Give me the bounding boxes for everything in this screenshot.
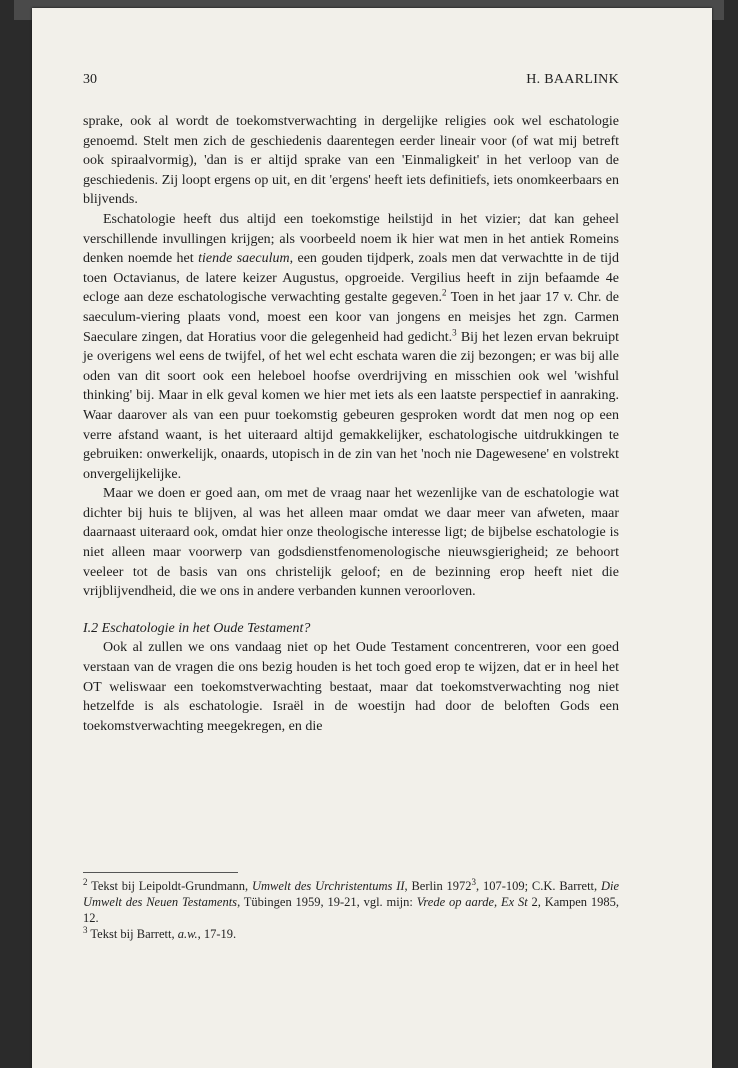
italic-text: Umwelt des Urchristentums II — [251, 879, 405, 893]
footnote-marker: 2 — [441, 287, 447, 298]
body-text — [83, 112, 619, 736]
footnotes — [83, 878, 619, 942]
paragraph — [83, 638, 619, 736]
text-run: Tekst bij Barrett, — [87, 927, 178, 941]
italic-text: a.w. — [177, 927, 198, 941]
text-run: Bij het lezen ervan bekruipt je overigens wel eens de twijfel, of het wel echt eschata waren die zij bezongen; er was bij alle oden van dit soort ook een heleboel hoofse overdrijving en misschien ook wel 'wishful thinking' bij. Maar in elk geval komen we hier met iets als een laatste perspectief in aanraking. Waar daarover als van een puur toekomstig gebeuren gesproken wordt dat men nog op een verre afstand waant, is het uiteraard altijd gemakkelijker, eschatologische uitdrukkingen te gebruiken: onwerkelijk, onaards, utopisch in de zin van het 'noch nie Dagewesene' en volstrekt onvergelijkelijke. — [83, 329, 619, 482]
text-run: , 17-19. — [197, 927, 237, 941]
text-run: , Tübingen 1959, 19-21, vgl. mijn: — [237, 895, 417, 909]
text-run: , Berlin 1972 — [404, 879, 472, 893]
text-run: Ook al zullen we ons vandaag niet op het Oude Testament concentreren, voor een goed verstaan van de vragen die ons bezig houden is het toch goed erop te wijzen, dat er in heel het OT weliswaar een toekomstverwachting bestaat, maar dat toekomstverwachting nog niet hetzelfde is als eschatologie. Israël in de woestijn had door de beloften Gods een toekomstverwachting meegekregen, en die — [83, 640, 619, 734]
footnote-marker: 3 — [452, 326, 457, 337]
text-run: Tekst bij Leipoldt-Grundmann, — [87, 879, 252, 893]
paragraph — [83, 484, 619, 602]
text-run: 2, Kampen 1985, 12. — [83, 895, 619, 925]
page-number: 30 — [83, 72, 97, 87]
running-head-author: H. BAARLINK — [526, 72, 619, 87]
text-run: Maar we doen er goed aan, om met de vraag naar het wezenlijke van de eschatologie wat dichter bij huis te blijven, al was het alleen maar omdat we daar meer van afweten, maar daarnaast uiteraard ook, omdat hier onze theologische interesse ligt; de bijbelse eschatologie is niet alleen maar voorwerp van godsdienstfenomenologische nieuwsgierigheid; ze behoort veeleer tot de basis van ons christelijk geloof; en de bezinning erop heeft niet die vrijblijvendheid, die we ons in andere verbanden kunnen veroorloven. — [83, 486, 619, 600]
text-run: , 107-109; C.K. Barrett, — [476, 879, 601, 893]
footnote-marker: 3 — [471, 876, 477, 887]
italic-text: tiende saeculum — [198, 251, 290, 267]
running-header — [83, 72, 619, 92]
footnote — [83, 878, 619, 926]
text-run: Toen in het jaar 17 v. Chr. de saeculum-viering plaats vond, moest een koor van jongens en meisjes het zgn. Carmen Saeculare zingen, dat Horatius voor die gelegenheid had gedicht. — [83, 290, 619, 345]
footnote — [83, 926, 619, 942]
footnote-marker: 3 — [83, 924, 88, 935]
text-run: sprake, ook al wordt de toekomstverwachting in dergelijke religies ook wel eschatologie genoemd. Stelt men zich de geschiedenis daarentegen eerder lineair voor (of wat mij betreft ook spiraalvormig), 'dan is er altijd sprake van een 'Einmaligkeit' in het verloop van de geschiedenis. Zij loopt ergens op uit, en dit 'ergens' heeft iets definitiefs, iets onomkeerbaars en blijvends. — [83, 114, 619, 208]
italic-text: Vrede op aarde, Ex St — [416, 895, 528, 909]
italic-text: Die Umwelt des Neuen Testaments — [83, 879, 620, 909]
text-run: Eschatologie heeft dus altijd een toekomstige heilstijd in het vizier; dat kan geheel verschillende invullingen krijgen; als voorbeeld noem ik hier wat men in het antiek Romeins denken noemde het — [83, 211, 619, 267]
paragraph — [83, 210, 619, 484]
paragraph — [83, 112, 619, 210]
footnote-rule — [83, 872, 238, 873]
section-heading: I.2 Eschatologie in het Oude Testament? — [83, 620, 311, 636]
text-run: , een gouden tijdperk, zoals men dat verwachtte in de tijd toen Octavianus, de latere keizer Augustus, opgroeide. Vergilius heeft in zijn befaamde 4e ecloge aan deze eschatologische verwachting gestalte gegeven. — [83, 251, 619, 306]
footnote-marker: 2 — [83, 876, 88, 887]
